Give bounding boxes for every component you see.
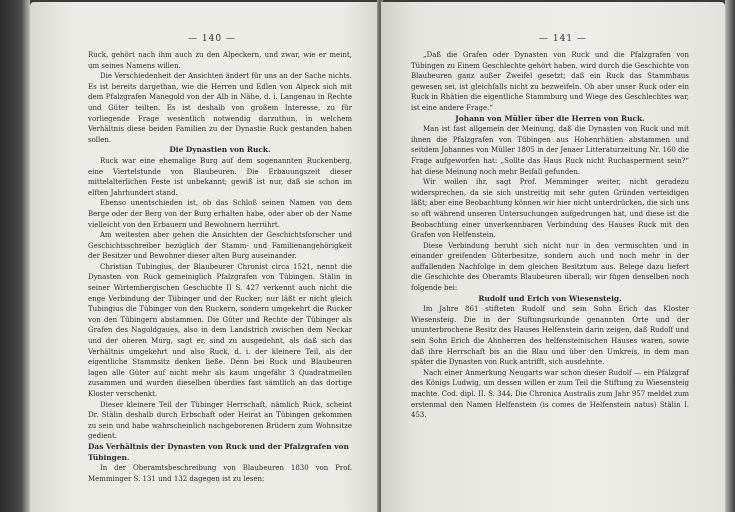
section-heading: Johann von Müller über die Herren von Ruck. [455, 113, 645, 123]
left-page [30, 2, 378, 512]
section-heading: Das Verhältnis der Dynasten von Ruck und der Pfalzgrafen von Tübingen. [88, 441, 349, 462]
section-heading: Die Dynastien von Ruck. [169, 145, 271, 155]
paragraph: Man ist fast allgemein der Meinung, daß die Dynasten von Ruck und mit ihnen die Pfalzgrafen von Tübingen aus Hohenrhätien abstammen und seitdem Johannes von Müller 1805 in der Jenaer Litteraturzeitung Nr. 160 die Frage aufgeworfen hat: „Sollte das Haus Ruck nicht Ruchasperment sein?“ hat diese Meinung noch mehr Beifall gefunden. [411, 125, 689, 176]
paragraph: Nach einer Anmerkung Neugarts war schon dieser Rudolf — ein Pfalzgraf des Königs Ludwig, um dessen willen er zum Teil die Stiftung zu Wiesensteig machte. Cod. dipl. II. S. 344. Die Chronica Australis zum Jahr 957 meldet zum erstenmal den Namen Helfenstein (is comes de Helfenstein natus) Stälin I. 453. [411, 368, 689, 420]
paragraph: Diese Verbindung beruht sich nicht nur in den vermischten und in einander greifenden Güterbesitze, sondern auch und noch mehr in der auffallenden Nachfolge in dem gleichen Besitztum aus. Belege dazu liefert die Geschichte des Oberamts Blaubeuren überall; wir fügen denselben noch folgende bei: [411, 241, 689, 293]
paragraph: In der Oberamtsbeschreibung von Blaubeuren 1830 von Prof. Memminger S. 131 und 132 dagegen ist zu lesen: [88, 464, 352, 483]
paragraph: Ruck, gehört nach ihm auch zu den Alpeckern, und zwar, wie er meint, um seines Namens willen. [88, 51, 352, 70]
paragraph: „Daß die Grafen oder Dynasten von Ruck und die Pfalzgrafen von Tübingen zu Einem Geschlechte gehört haben, wird durch die Geschichte von Blaubeuren ganz außer Zweifel gesetzt; daß ein Ruck das Stammhaus gewesen sei, ist gleichfalls nicht zu bezweifeln. Ob aber unser Ruck oder ein Ruck in Rhätien die eigentliche Stammburg und Wiege des Geschlechtes war, ist eine andere Frage.“ [411, 51, 689, 112]
paragraph: Am weitesten aber gehen die Ansichten der Geschichtsforscher und Geschichtsschreiber bezüglich der Stamm- und Familienangehörigkeit der Besitzer und Bewohner dieser alten Burg auseinander. [88, 231, 352, 261]
right-page [381, 2, 725, 512]
section-heading: Rudolf und Erich von Wiesensteig. [478, 293, 622, 303]
paragraph: Im Jahre 861 stifteten Rudolf und sein Sohn Erich das Kloster Wiesensteig. Die in der Stiftungsurkunde genannten Orte und der ununterbrochene Besitz des Hauses Helfenstein darin zeigen, daß Rudolf und sein Sohn Erich die Ahnherren des helfensteinischen Hauses waren, sowie daß ihre Herrschaft bis an die Blau und über den Umkreis, in dem man später die Dynasten von Ruck antrifft, sich ausdehnte. [411, 305, 689, 367]
paragraph: Dieser kleinere Teil der Tübinger Herrschaft, nämlich Ruck, scheint Dr. Stälin deshalb durch Erbschaft oder Heirat an Tübingen gekommen zu sein und habe wahrscheinlich nachgeborenen Brüdern zum Wohnsitze gedient. [88, 400, 352, 441]
paragraph: Wir wollen ihr, sagt Prof. Memminger weiter, nicht geradezu widersprechen, da sie sich unstreitig mit sehr guten Gründen verteidigen läßt; aber eine Beobachtung können wir hier nicht unterdrücken, die sich uns so oft während unseren Untersuchungen aufgedrungen hat, und diese ist die Beobachtung einer unverkennbaren Verbindung des Hauses Ruck mit den Grafen von Helfenstein. [411, 178, 689, 240]
paragraph: Ruck war eine ehemalige Burg auf dem sogenannten Ruckenberg, eine Viertelstunde von Blaubeuren. Die Erbauungszeit dieser mittelalterlichen Feste ist unbekannt; gewiß ist nur, daß sie schon im elften Jahrhundert stand. [88, 156, 352, 197]
page-number: — 140 — [188, 34, 236, 44]
paragraph: Die Verschiedenheit der Ansichten ändert für uns an der Sache nichts. Es ist bereits dargethan, wie die Herren und Edlen von Alpeck sich mit dem Pfalzgrafen Manegold von der Alb in Nähe, d. i. Langenau in Rechte und Güter teilten. Es ist deshalb von großem Interesse, zu für vorliegende Frage wesentlich notwendig darzuthun, in welchem Verhältnis diese beiden Familien zu der Dynastie Ruck gestanden haben sollen. [88, 72, 352, 144]
right-page-text [411, 50, 689, 421]
paragraph: Ebenso unentschieden ist, ob das Schloß seinen Namen von dem Berge oder der Berg von der Burg erhalten habe, oder aber ob der Name vielleicht von den Erbauern und Bewohnern herrührt. [88, 199, 352, 229]
page-number: — 141 — [539, 34, 587, 44]
left-page-text [88, 50, 352, 484]
book-edge-left [0, 0, 30, 512]
paragraph: Christian Tubingius, der Blaubeurer Chronist circa 1521, nennt die Dynasten von Ruck gemeiniglich Pfalzgrafen von Tübingen. Stälin in seiner Wirtembergischen Geschichte II S. 427 verkennt auch nicht die enge Verbindung der Tübinger und der Rucker; nur läßt er nicht gleich Tubingius die Tübinger von den Ruckern, sondern umgekehrt die Rucker von den Tübingern abstammen. Die Güter und Rechte der Tübinger als Grafen des Nagoldgaues, also in dem Landstrich zwischen dem Neckar und der oberen Murg, sagt er, sind zu ausgedehnt, als daß sich das Verhältnis umgekehrt und also Ruck, d. i. der kleinere Teil, als der eigentliche Stammsitz denken ließe. Denn bei Ruck und Blaubeuren lagen alle Güter auf nicht mehr als kaum ungefähr 3 Quadratmeilen zusammen und wurden dieselben überdies fast sämtlich an das dortige Kloster verschenkt. [88, 262, 352, 398]
book-edge-right [725, 0, 735, 512]
